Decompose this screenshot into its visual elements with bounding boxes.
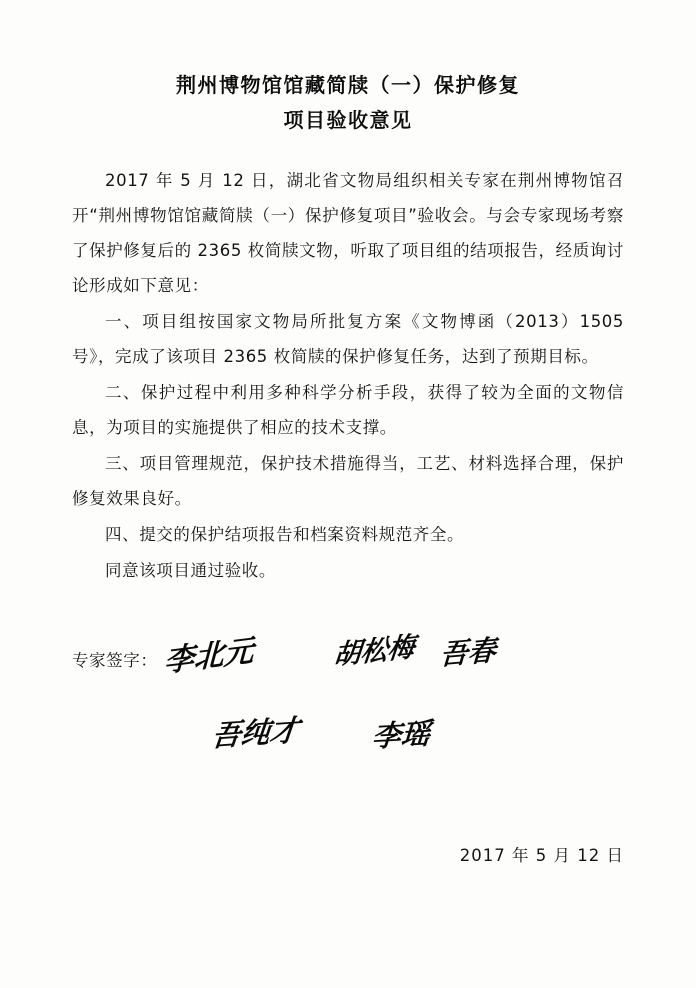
signature-4: 吾纯才 xyxy=(210,712,301,753)
signature-block xyxy=(72,629,624,819)
paragraph-item-1: 一、项目组按国家文物局所批复方案《文物博函（2013）1505 号》，完成了该项目 2365 枚简牍的保护修复任务，达到了预期目标。 xyxy=(72,311,624,366)
title-line-1: 荆州博物馆馆藏简牍（一）保护修复 xyxy=(176,73,520,97)
paragraph-item-3: 三、项目管理规范，保护技术措施得当，工艺、材料选择合理，保护修复效果良好。 xyxy=(72,453,624,508)
signature-5: 李瑶 xyxy=(370,716,432,754)
signature-label: 专家签字： xyxy=(72,650,158,670)
document-date: 2017 年 5 月 12 日 xyxy=(459,846,624,865)
signature-3: 吾春 xyxy=(439,633,497,672)
paragraph-intro: 2017 年 5 月 12 日，湖北省文物局组织相关专家在荆州博物馆召开“荆州博物馆馆藏简牍（一）保护修复项目”验收会。与会专家现场考察了保护修复后的 2365 枚简牍文物，听取了项目组的结项报告，经质询讨论形成如下意见： xyxy=(72,171,624,295)
document-body xyxy=(72,164,624,589)
document-title xyxy=(72,0,624,138)
paragraph-item-2: 二、保护过程中利用多种科学分析手段，获得了较为全面的文物信息，为项目的实施提供了相应的技术支撑。 xyxy=(72,382,624,437)
title-line-2: 项目验收意见 xyxy=(283,108,413,132)
signature-2: 胡松梅 xyxy=(332,631,417,672)
paragraph-conclusion: 同意该项目通过验收。 xyxy=(105,560,276,580)
paragraph-item-4: 四、提交的保护结项报告和档案资料规范齐全。 xyxy=(105,524,465,544)
signature-1: 李北元 xyxy=(163,632,255,680)
